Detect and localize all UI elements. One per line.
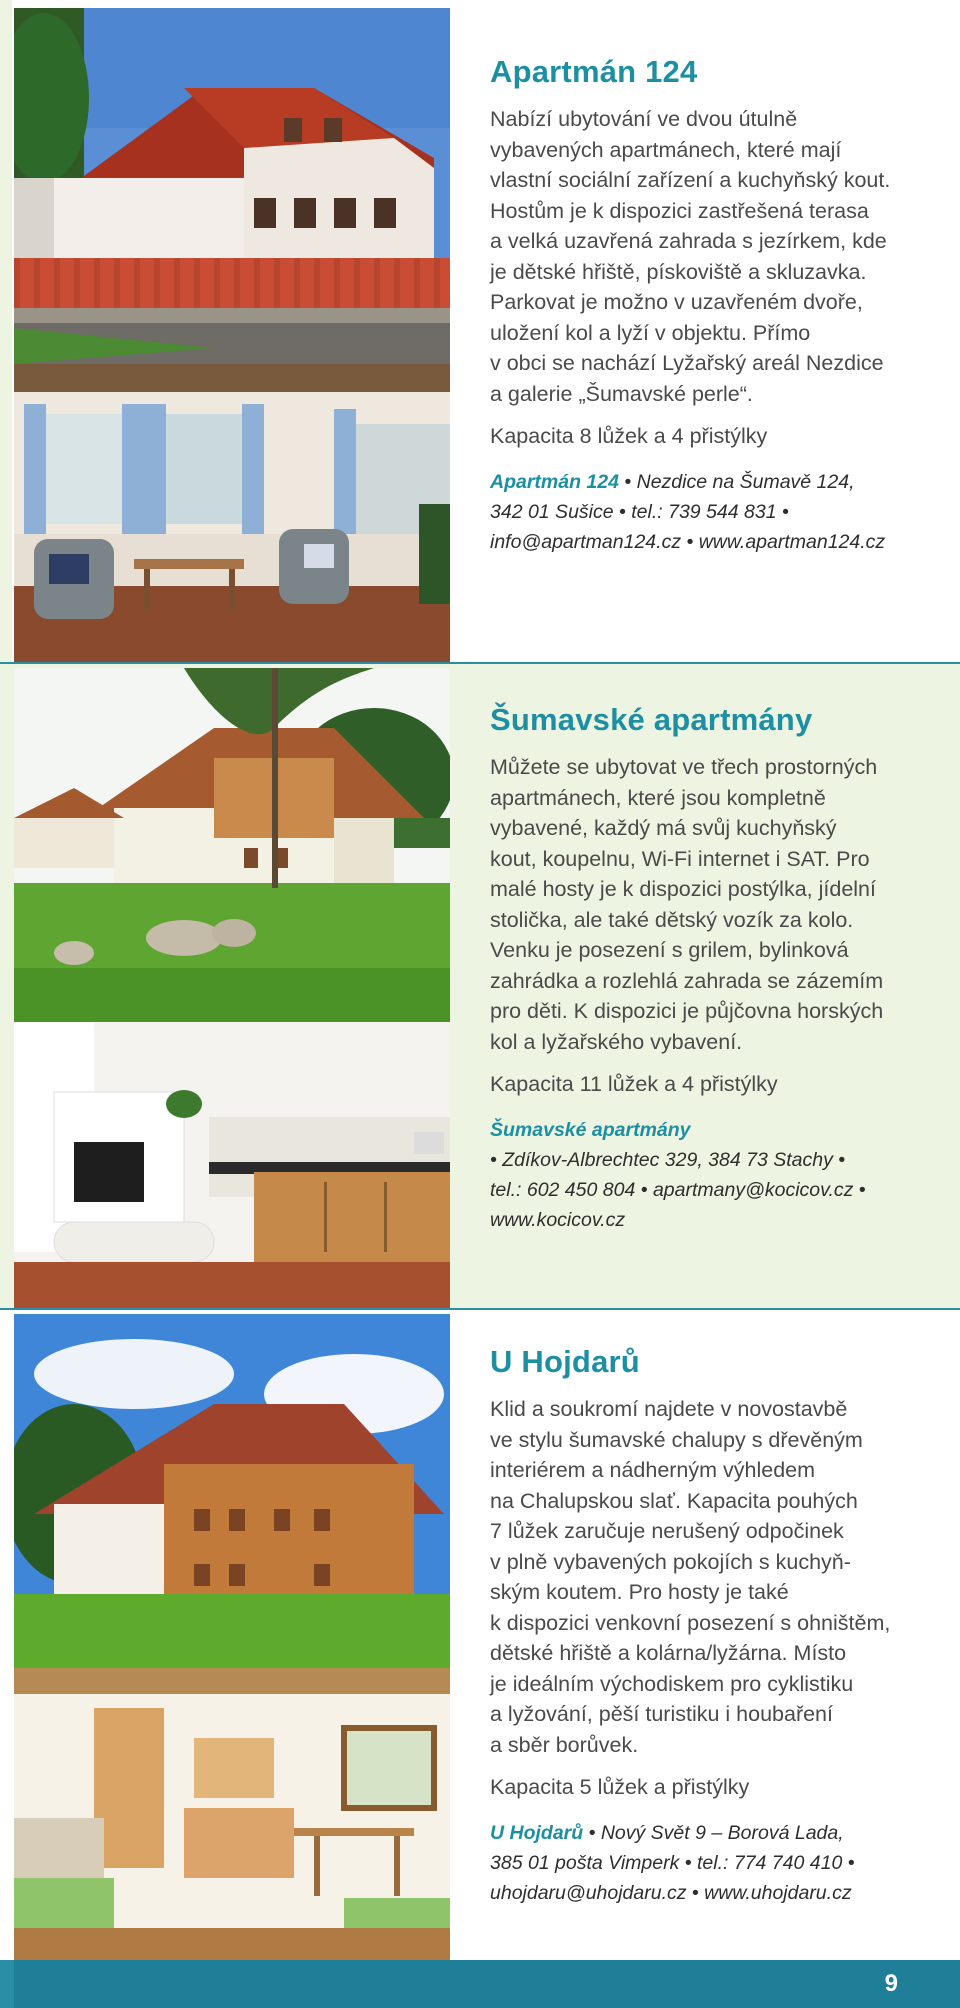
contact-name: Šumavské apartmány <box>490 1119 691 1141</box>
listing-sumavske-apartmany <box>0 664 960 1310</box>
listing-text <box>490 702 930 1235</box>
listing-title: U Hojdarů <box>490 1344 640 1379</box>
listing-text <box>490 54 930 557</box>
listing-text <box>490 1344 930 1908</box>
left-accent-strip <box>0 0 12 662</box>
cottage-exterior-photo <box>14 1314 450 1668</box>
contact-details: • Nový Svět 9 – Borová Lada, 385 01 pošta Vimperk • tel.: 774 740 410 • uhojdaru@uhojdaru.cz • www.uhojdaru.cz <box>490 1822 855 1904</box>
listing-capacity: Kapacita 8 lůžek a 4 přistýlky <box>490 424 768 448</box>
page-footer <box>0 1960 960 2008</box>
house-exterior-photo <box>14 8 450 364</box>
page-number: 9 <box>884 1970 898 1997</box>
listing-contact <box>490 1115 930 1235</box>
bedroom-kitchen-photo <box>14 1668 450 1960</box>
listing-description: Nabízí ubytování ve dvou útulně vybavených apartmánech, které mají vlastní sociální zařízení a kuchyňský kout. Hostům je k dispozici zastřešená terasa a velká uzavřená zahrada s jezírkem, kde je dětské hřiště, pískoviště a skluzavka. Parkovat je možno v uzavřeném dvoře, uložení kol a lyží v objektu. Přímo v obci se nachází Lyžařský areál Nezdice a galerie „Šumavské perle“. <box>490 107 891 406</box>
listing-description: Můžete se ubytovat ve třech prostorných apartmánech, které jsou kompletně vybavené, každý má svůj kuchyňský kout, koupelnu, Wi-Fi internet i SAT. Pro malé hosty je k dispozici postýlka, jídelní stolička, ale také dětský vozík za kolo. Venku je posezení s grilem, bylinková zahrádka a rozlehlá zahrada se zázemím pro děti. K dispozici je půjčovna horských kol a lyžařského vybavení. <box>490 755 884 1054</box>
listing-contact <box>490 1818 930 1908</box>
contact-details: • Nezdice na Šumavě 124, 342 01 Sušice • tel.: 739 544 831 • info@apartman124.cz • www.apartman124.cz <box>490 471 886 553</box>
chalet-exterior-photo <box>14 668 450 1022</box>
living-room-photo <box>14 364 450 662</box>
listing-capacity: Kapacita 11 lůžek a 4 přistýlky <box>490 1072 778 1096</box>
listing-title: Šumavské apartmány <box>490 702 813 737</box>
listing-contact <box>490 467 930 557</box>
listing-u-hojdaru <box>0 1310 960 1960</box>
listing-title: Apartmán 124 <box>490 54 698 89</box>
listing-capacity: Kapacita 5 lůžek a přistýlky <box>490 1775 750 1799</box>
listing-apartman-124 <box>0 0 960 664</box>
contact-name: U Hojdarů <box>490 1822 584 1844</box>
contact-name: Apartmán 124 <box>490 471 619 493</box>
contact-details: • Zdíkov-Albrechtec 329, 384 73 Stachy • tel.: 602 450 804 • apartmany@kocicov.cz • www.kocicov.cz <box>490 1149 866 1231</box>
listing-description: Klid a soukromí najdete v novostavbě ve stylu šumavské chalupy s dřevěným interiérem a nádherným výhledem na Chalupskou slať. Kapacita pouhých 7 lůžek zaručuje nerušený odpočinek v plně vybavených pokojích s kuchyň- ským koutem. Pro hosty je také k dispozici venkovní posezení s ohništěm, dětské hřiště a kolárna/lyžárna. Místo je ideálním východiskem pro cyklistiku a lyžování, pěší turistiku i houbaření a sběr borůvek. <box>490 1397 891 1757</box>
footer-bar <box>14 1960 960 2008</box>
kitchen-photo <box>14 1022 450 1308</box>
